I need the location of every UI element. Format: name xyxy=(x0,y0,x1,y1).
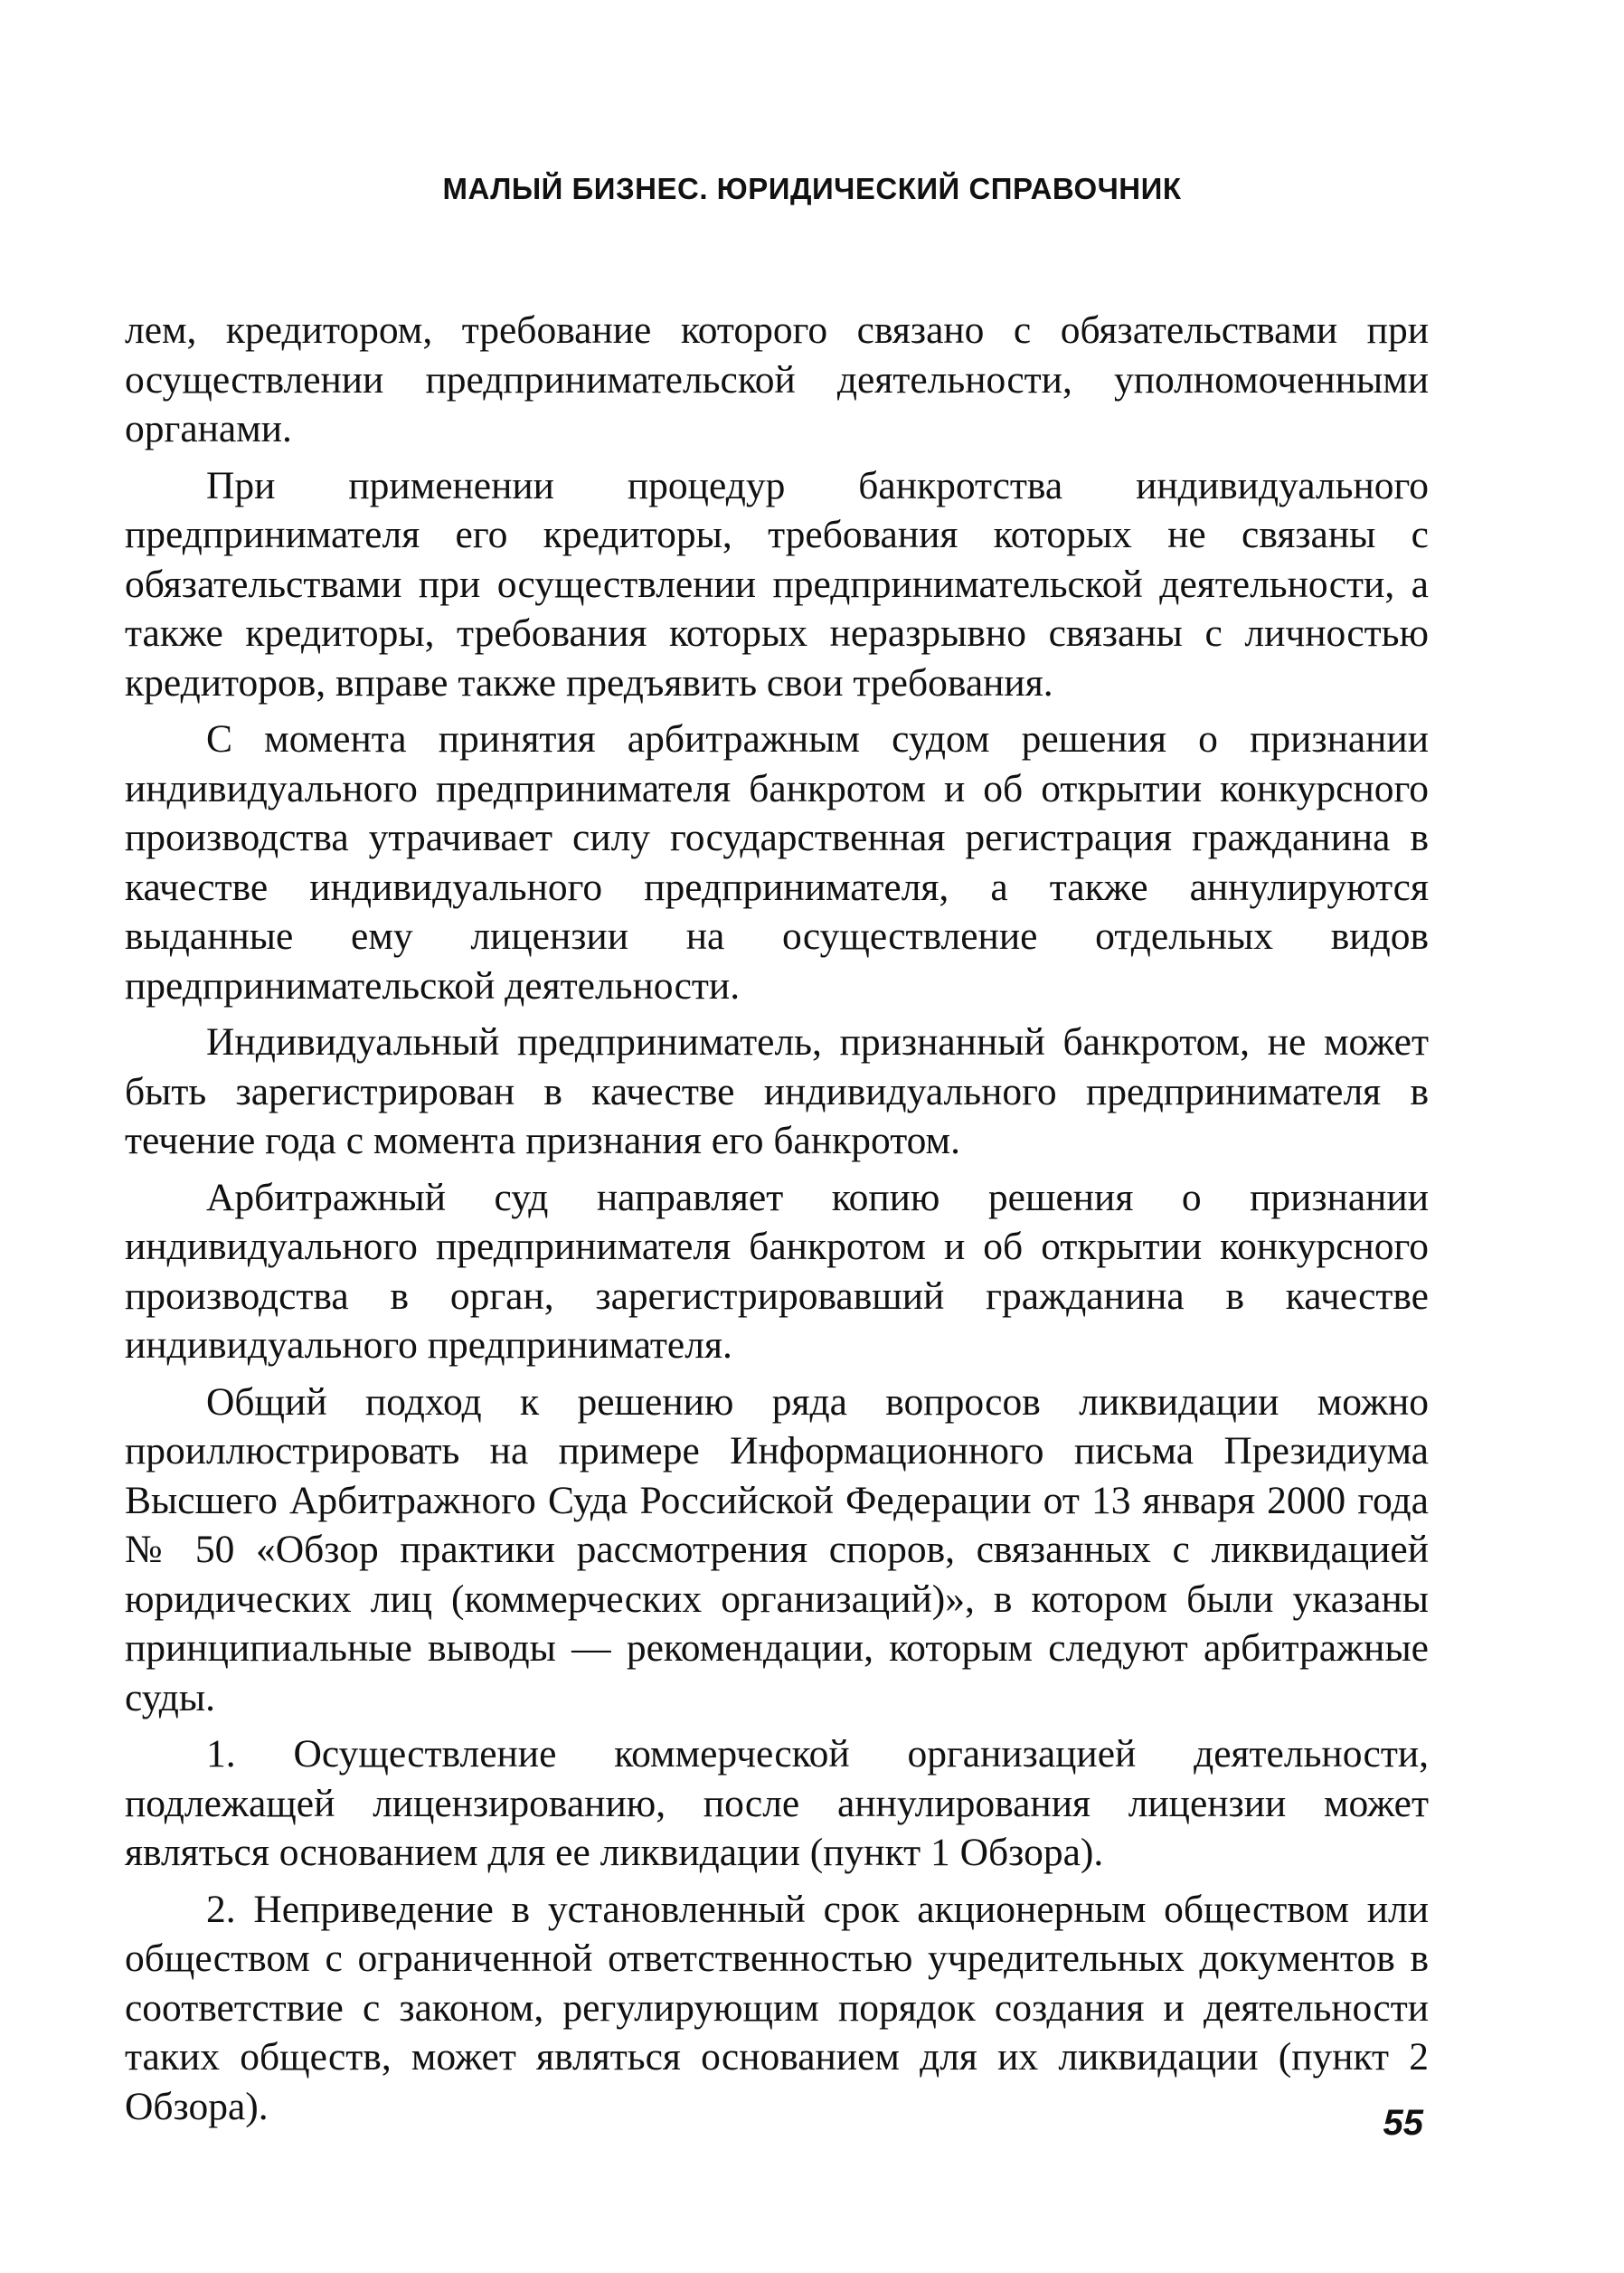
paragraph: Арбитражный суд направляет копию решения о признании индивидуального предпринимателя банкротом и об открытии конкурсного производства в орган, зарегистрировавший гражданина в качестве индивидуального предпринимателя. xyxy=(125,1175,1429,1367)
paragraph: С момента принятия арбитражным судом решения о признании индивидуального предпринимателя банкротом и об открытии конкурсного производства утрачивает силу государственная регистрация гражданина в качестве индивидуального предпринимателя, а также аннулируются выданные ему лицензии на осуществление отдельных видов предпринимательской деятельности. xyxy=(125,717,1429,1008)
running-header-title: МАЛЫЙ БИЗНЕС. ЮРИДИЧЕСКИЙ СПРАВОЧНИК xyxy=(442,172,1182,205)
numbered-paragraph-2: 2. Неприведение в установленный срок акционерным обществом или обществом с ограниченной ответственностью учредительных документов в соответствие с законом, регулирующим порядок создания и деятельности таких обществ, может являться основанием для их ликвидации (пункт 2 Обзора). xyxy=(125,1887,1429,2128)
paragraph-continued: лем, кредитором, требование которого связано с обязательствами при осуществлении предпринимательской деятельности, уполномоченными органами. xyxy=(125,308,1429,450)
page-body-text xyxy=(125,306,1429,2138)
paragraph: При применении процедур банкротства индивидуального предпринимателя его кредиторы, требования которых не связаны с обязательствами при осуществлении предпринимательской деятельности, а также кредиторы, требования которых неразрывно связаны с личностью кредиторов, вправе также предъявить свои требования. xyxy=(125,463,1429,705)
page-number: 55 xyxy=(1383,2103,1423,2143)
paragraph: Общий подход к решению ряда вопросов ликвидации можно проиллюстрировать на примере Информационного письма Президиума Высшего Арбитражного Суда Российской Федерации от 13 января 2000 года № 50 «Обзор практики рассмотрения споров, связанных с ликвидацией юридических лиц (коммерческих организаций)», в котором были указаны принципиальные выводы — рекомендации, которым следуют арбитражные суды. xyxy=(125,1379,1429,1719)
paragraph: Индивидуальный предприниматель, признанный банкротом, не может быть зарегистрирован в качестве индивидуального предпринимателя в течение года с момента признания его банкротом. xyxy=(125,1020,1429,1162)
numbered-paragraph-1: 1. Осуществление коммерческой организацией деятельности, подлежащей лицензированию, после аннулирования лицензии может являться основанием для ее ликвидации (пункт 1 Обзора). xyxy=(125,1732,1429,1874)
